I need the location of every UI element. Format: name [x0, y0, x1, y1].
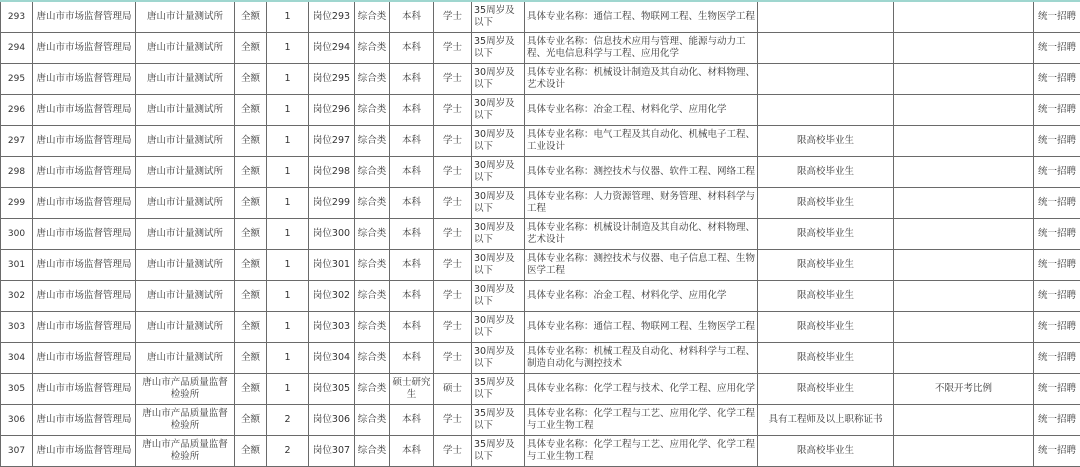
cell-age: 30周岁及以下: [472, 126, 525, 157]
table-row: [1, 219, 1080, 250]
cell-count: 1: [267, 95, 309, 126]
cell-count: 1: [267, 157, 309, 188]
cell-post: 岗位302: [309, 281, 355, 312]
cell-post: 岗位306: [309, 405, 355, 436]
cell-degree: 学士: [434, 436, 472, 467]
cell-no: 298: [1, 157, 33, 188]
cell-post: 岗位294: [309, 33, 355, 64]
cell-unit: 唐山市计量测试所: [136, 33, 235, 64]
cell-no: 300: [1, 219, 33, 250]
cell-count: 2: [267, 405, 309, 436]
cell-education: 本科: [390, 250, 434, 281]
cell-unit: 唐山市计量测试所: [136, 64, 235, 95]
cell-age: 30周岁及以下: [472, 343, 525, 374]
table-body: [1, 1, 1080, 467]
cell-no: 295: [1, 64, 33, 95]
cell-note: [894, 1, 1034, 33]
cell-education: 本科: [390, 343, 434, 374]
cell-no: 299: [1, 188, 33, 219]
cell-note: 不限开考比例: [894, 374, 1034, 405]
cell-funding: 全额: [235, 33, 267, 64]
cell-note: [894, 188, 1034, 219]
cell-note: [894, 64, 1034, 95]
cell-major: 具体专业名称：机械设计制造及其自动化、材料物理、艺术设计: [525, 219, 758, 250]
cell-method: 统一招聘: [1034, 436, 1080, 467]
cell-post: 岗位303: [309, 312, 355, 343]
cell-funding: 全额: [235, 219, 267, 250]
cell-education: 本科: [390, 1, 434, 33]
cell-unit: 唐山市产品质量监督检验所: [136, 436, 235, 467]
cell-method: 统一招聘: [1034, 64, 1080, 95]
cell-major: 具体专业名称：冶金工程、材料化学、应用化学: [525, 281, 758, 312]
cell-degree: 学士: [434, 250, 472, 281]
cell-count: 1: [267, 1, 309, 33]
cell-education: 本科: [390, 188, 434, 219]
cell-degree: 学士: [434, 157, 472, 188]
cell-post: 岗位298: [309, 157, 355, 188]
cell-dept: 唐山市市场监督管理局: [33, 250, 136, 281]
cell-unit: 唐山市产品质量监督检验所: [136, 405, 235, 436]
cell-condition: 限高校毕业生: [758, 343, 894, 374]
cell-category: 综合类: [355, 250, 390, 281]
cell-unit: 唐山市计量测试所: [136, 188, 235, 219]
cell-degree: 学士: [434, 95, 472, 126]
cell-funding: 全额: [235, 374, 267, 405]
cell-category: 综合类: [355, 64, 390, 95]
cell-degree: 学士: [434, 126, 472, 157]
cell-funding: 全额: [235, 1, 267, 33]
cell-condition: [758, 1, 894, 33]
cell-category: 综合类: [355, 343, 390, 374]
cell-major: 具体专业名称：化学工程与技术、化学工程、应用化学: [525, 374, 758, 405]
cell-age: 30周岁及以下: [472, 219, 525, 250]
cell-method: 统一招聘: [1034, 250, 1080, 281]
cell-condition: [758, 33, 894, 64]
cell-degree: 学士: [434, 188, 472, 219]
cell-condition: 限高校毕业生: [758, 436, 894, 467]
cell-method: 统一招聘: [1034, 405, 1080, 436]
cell-funding: 全额: [235, 312, 267, 343]
cell-dept: 唐山市市场监督管理局: [33, 33, 136, 64]
cell-dept: 唐山市市场监督管理局: [33, 188, 136, 219]
cell-category: 综合类: [355, 405, 390, 436]
cell-method: 统一招聘: [1034, 312, 1080, 343]
cell-education: 本科: [390, 219, 434, 250]
cell-funding: 全额: [235, 405, 267, 436]
cell-age: 30周岁及以下: [472, 95, 525, 126]
cell-major: 具体专业名称：电气工程及其自动化、机械电子工程、工业设计: [525, 126, 758, 157]
cell-degree: 学士: [434, 312, 472, 343]
cell-major: 具体专业名称：通信工程、物联网工程、生物医学工程: [525, 1, 758, 33]
cell-note: [894, 33, 1034, 64]
cell-education: 本科: [390, 281, 434, 312]
cell-major: 具体专业名称：通信工程、物联网工程、生物医学工程: [525, 312, 758, 343]
cell-dept: 唐山市市场监督管理局: [33, 343, 136, 374]
cell-education: 本科: [390, 95, 434, 126]
cell-degree: 学士: [434, 219, 472, 250]
cell-no: 301: [1, 250, 33, 281]
cell-degree: 学士: [434, 281, 472, 312]
cell-method: 统一招聘: [1034, 126, 1080, 157]
cell-method: 统一招聘: [1034, 95, 1080, 126]
cell-unit: 唐山市计量测试所: [136, 95, 235, 126]
cell-note: [894, 281, 1034, 312]
cell-unit: 唐山市计量测试所: [136, 281, 235, 312]
cell-dept: 唐山市市场监督管理局: [33, 405, 136, 436]
cell-education: 硕士研究生: [390, 374, 434, 405]
cell-funding: 全额: [235, 188, 267, 219]
table-row: [1, 1, 1080, 33]
cell-degree: 学士: [434, 33, 472, 64]
cell-funding: 全额: [235, 95, 267, 126]
cell-note: [894, 436, 1034, 467]
table-row: [1, 126, 1080, 157]
cell-unit: 唐山市计量测试所: [136, 219, 235, 250]
cell-method: 统一招聘: [1034, 281, 1080, 312]
cell-age: 30周岁及以下: [472, 188, 525, 219]
cell-education: 本科: [390, 436, 434, 467]
cell-condition: 限高校毕业生: [758, 157, 894, 188]
cell-major: 具体专业名称：化学工程与工艺、应用化学、化学工程与工业生物工程: [525, 405, 758, 436]
cell-education: 本科: [390, 126, 434, 157]
cell-major: 具体专业名称：冶金工程、材料化学、应用化学: [525, 95, 758, 126]
cell-category: 综合类: [355, 1, 390, 33]
cell-funding: 全额: [235, 343, 267, 374]
cell-condition: [758, 64, 894, 95]
cell-degree: 学士: [434, 1, 472, 33]
cell-age: 35周岁及以下: [472, 1, 525, 33]
cell-note: [894, 405, 1034, 436]
cell-age: 30周岁及以下: [472, 312, 525, 343]
cell-dept: 唐山市市场监督管理局: [33, 126, 136, 157]
cell-funding: 全额: [235, 157, 267, 188]
cell-dept: 唐山市市场监督管理局: [33, 436, 136, 467]
cell-category: 综合类: [355, 312, 390, 343]
cell-education: 本科: [390, 64, 434, 95]
table-row: [1, 157, 1080, 188]
cell-note: [894, 343, 1034, 374]
cell-degree: 学士: [434, 343, 472, 374]
cell-major: 具体专业名称：信息技术应用与管理、能源与动力工程、光电信息科学与工程、应用化学: [525, 33, 758, 64]
cell-count: 1: [267, 188, 309, 219]
cell-post: 岗位304: [309, 343, 355, 374]
cell-category: 综合类: [355, 219, 390, 250]
table-row: [1, 343, 1080, 374]
cell-condition: 限高校毕业生: [758, 126, 894, 157]
cell-count: 1: [267, 64, 309, 95]
cell-post: 岗位296: [309, 95, 355, 126]
cell-unit: 唐山市产品质量监督检验所: [136, 374, 235, 405]
cell-major: 具体专业名称：测控技术与仪器、软件工程、网络工程: [525, 157, 758, 188]
cell-post: 岗位293: [309, 1, 355, 33]
cell-count: 1: [267, 33, 309, 64]
cell-unit: 唐山市计量测试所: [136, 250, 235, 281]
cell-dept: 唐山市市场监督管理局: [33, 64, 136, 95]
cell-unit: 唐山市计量测试所: [136, 1, 235, 33]
cell-post: 岗位295: [309, 64, 355, 95]
cell-education: 本科: [390, 312, 434, 343]
cell-unit: 唐山市计量测试所: [136, 126, 235, 157]
cell-major: 具体专业名称：化学工程与工艺、应用化学、化学工程与工业生物工程: [525, 436, 758, 467]
cell-post: 岗位305: [309, 374, 355, 405]
cell-category: 综合类: [355, 436, 390, 467]
table-row: [1, 33, 1080, 64]
cell-unit: 唐山市计量测试所: [136, 343, 235, 374]
cell-condition: 限高校毕业生: [758, 188, 894, 219]
cell-count: 1: [267, 250, 309, 281]
cell-no: 307: [1, 436, 33, 467]
cell-method: 统一招聘: [1034, 33, 1080, 64]
cell-no: 302: [1, 281, 33, 312]
cell-no: 294: [1, 33, 33, 64]
cell-note: [894, 157, 1034, 188]
table-row: [1, 250, 1080, 281]
cell-funding: 全额: [235, 436, 267, 467]
cell-count: 1: [267, 312, 309, 343]
cell-degree: 学士: [434, 64, 472, 95]
cell-note: [894, 126, 1034, 157]
cell-unit: 唐山市计量测试所: [136, 312, 235, 343]
cell-method: 统一招聘: [1034, 374, 1080, 405]
cell-post: 岗位300: [309, 219, 355, 250]
cell-education: 本科: [390, 157, 434, 188]
cell-method: 统一招聘: [1034, 343, 1080, 374]
cell-major: 具体专业名称：机械设计制造及其自动化、材料物理、艺术设计: [525, 64, 758, 95]
cell-funding: 全额: [235, 64, 267, 95]
cell-funding: 全额: [235, 250, 267, 281]
cell-count: 2: [267, 436, 309, 467]
cell-post: 岗位297: [309, 126, 355, 157]
cell-post: 岗位301: [309, 250, 355, 281]
cell-method: 统一招聘: [1034, 188, 1080, 219]
table-row: [1, 95, 1080, 126]
cell-funding: 全额: [235, 281, 267, 312]
cell-post: 岗位299: [309, 188, 355, 219]
cell-education: 本科: [390, 33, 434, 64]
cell-dept: 唐山市市场监督管理局: [33, 1, 136, 33]
cell-method: 统一招聘: [1034, 219, 1080, 250]
cell-no: 293: [1, 1, 33, 33]
cell-major: 具体专业名称：机械工程及自动化、材料科学与工程、制造自动化与测控技术: [525, 343, 758, 374]
cell-category: 综合类: [355, 374, 390, 405]
cell-category: 综合类: [355, 157, 390, 188]
cell-count: 1: [267, 281, 309, 312]
cell-count: 1: [267, 126, 309, 157]
cell-condition: [758, 95, 894, 126]
table-row: [1, 188, 1080, 219]
cell-no: 305: [1, 374, 33, 405]
cell-dept: 唐山市市场监督管理局: [33, 374, 136, 405]
cell-age: 35周岁及以下: [472, 33, 525, 64]
cell-method: 统一招聘: [1034, 1, 1080, 33]
cell-category: 综合类: [355, 126, 390, 157]
cell-dept: 唐山市市场监督管理局: [33, 95, 136, 126]
cell-no: 306: [1, 405, 33, 436]
cell-count: 1: [267, 374, 309, 405]
cell-education: 本科: [390, 405, 434, 436]
cell-condition: 限高校毕业生: [758, 250, 894, 281]
cell-age: 30周岁及以下: [472, 281, 525, 312]
table-row: [1, 312, 1080, 343]
cell-note: [894, 312, 1034, 343]
cell-condition: 限高校毕业生: [758, 219, 894, 250]
cell-condition: 限高校毕业生: [758, 281, 894, 312]
table-row: [1, 374, 1080, 405]
table-row: [1, 281, 1080, 312]
cell-dept: 唐山市市场监督管理局: [33, 312, 136, 343]
cell-age: 35周岁及以下: [472, 374, 525, 405]
cell-major: 具体专业名称：测控技术与仪器、电子信息工程、生物医学工程: [525, 250, 758, 281]
cell-category: 综合类: [355, 95, 390, 126]
cell-dept: 唐山市市场监督管理局: [33, 281, 136, 312]
cell-dept: 唐山市市场监督管理局: [33, 157, 136, 188]
cell-funding: 全额: [235, 126, 267, 157]
cell-condition: 具有工程师及以上职称证书: [758, 405, 894, 436]
cell-post: 岗位307: [309, 436, 355, 467]
cell-age: 30周岁及以下: [472, 250, 525, 281]
cell-degree: 学士: [434, 405, 472, 436]
cell-category: 综合类: [355, 188, 390, 219]
cell-note: [894, 95, 1034, 126]
cell-age: 35周岁及以下: [472, 405, 525, 436]
cell-no: 303: [1, 312, 33, 343]
cell-age: 30周岁及以下: [472, 64, 525, 95]
cell-category: 综合类: [355, 33, 390, 64]
table-row: [1, 436, 1080, 467]
cell-note: [894, 219, 1034, 250]
cell-age: 35周岁及以下: [472, 436, 525, 467]
cell-major: 具体专业名称：人力资源管理、财务管理、材料科学与工程: [525, 188, 758, 219]
cell-count: 1: [267, 343, 309, 374]
table-row: [1, 64, 1080, 95]
cell-category: 综合类: [355, 281, 390, 312]
cell-dept: 唐山市市场监督管理局: [33, 219, 136, 250]
cell-unit: 唐山市计量测试所: [136, 157, 235, 188]
cell-no: 296: [1, 95, 33, 126]
cell-condition: 限高校毕业生: [758, 374, 894, 405]
cell-no: 304: [1, 343, 33, 374]
cell-note: [894, 250, 1034, 281]
table-row: [1, 405, 1080, 436]
cell-condition: 限高校毕业生: [758, 312, 894, 343]
cell-degree: 硕士: [434, 374, 472, 405]
cell-no: 297: [1, 126, 33, 157]
cell-count: 1: [267, 219, 309, 250]
cell-method: 统一招聘: [1034, 157, 1080, 188]
cell-age: 30周岁及以下: [472, 157, 525, 188]
